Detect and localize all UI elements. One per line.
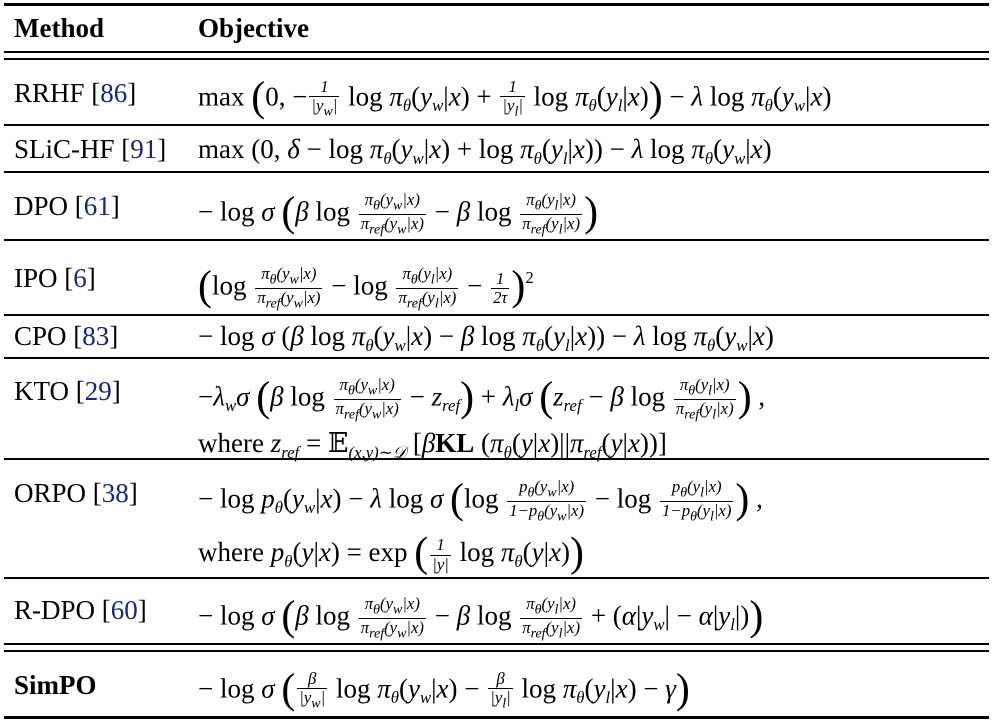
objective-formula: − log σ ( $\frac{\beta}{|y_w|}$ $\log \pi_\theta(y_w|x)$ − $\frac{\beta}{|y_l|}$ $\log \pi_\theta(y_l|x) - \gamma$) [198, 666, 690, 713]
method-cell: IPO [6] [14, 263, 96, 293]
objective-formula: − log σ (β log $\frac{\pi_\theta(y_w|x)}{\pi_{ref}(y_w|x)}$ − β log $\frac{\pi_\theta(y_l|x)}{\pi_{ref}(y_l|x)}$ ) [198, 189, 598, 238]
simpo-rule-2 [4, 650, 989, 652]
objective-formula: (log $\frac{\pi_\theta(y_w|x)}{\pi_{ref}(y_w|x)}$ − log $\frac{\pi_\theta(y_l|x)}{\pi_{ref}(y_l|x)}$ − $\frac{1}{2\tau}$ )$^2$ [198, 263, 534, 312]
method-cell: KTO [29] [14, 376, 121, 406]
method-header: Method [14, 13, 104, 43]
method-cell: R-DPO [60] [14, 595, 147, 625]
objective-header: Objective [198, 13, 309, 43]
where-word: where [198, 537, 264, 568]
top-rule [4, 3, 989, 6]
objective-formula: max (0, $\delta - \log \pi_\theta(y_w|x) + \log \pi_\theta(y_l|x)) - \lambda$ $\log \pi_\theta(y_w|x)$ [198, 134, 772, 168]
citation-link[interactable]: 83 [82, 321, 110, 351]
method-cell-simpo: SimPO [14, 670, 97, 700]
citation-link[interactable]: 61 [83, 191, 111, 221]
header-rule-2 [4, 58, 989, 60]
citation-link[interactable]: 86 [100, 78, 128, 108]
bottom-rule [4, 716, 989, 719]
method-cell: CPO [83] [14, 321, 119, 351]
citation-link[interactable]: 6 [73, 263, 87, 293]
citation-link[interactable]: 60 [110, 595, 138, 625]
row-rule [4, 314, 989, 316]
objective-formula: $-\lambda_w\sigma$ (β log $\frac{\pi_\theta(y_w|x)}{\pi_{ref}(y_w|x)}$ − $z_{ref}) + \lambda_l\sigma$ ($z_{ref} - \beta$ log $\frac{\pi_\theta(y_l|x)}{\pi_{ref}(y_l|x)}$ ) , where $z_{ref}$ = 𝔼$_{(x,y)\sim 𝒟}$ [βKL $(\pi_\theta(y|x)||\pi_{ref}(y|x))$] [198, 374, 766, 463]
citation-link[interactable]: 91 [130, 134, 158, 164]
row-rule [4, 239, 989, 241]
row-rule [4, 124, 989, 126]
objective-formula: − log σ (β $\log \pi_\theta(y_w|x) - \beta$ $\log \pi_\theta(y_l|x)) - \lambda$ $\log \pi_\theta(y_w|x)$ [198, 321, 774, 355]
citation-link[interactable]: 29 [84, 376, 112, 406]
simpo-rule-1 [4, 643, 989, 645]
method-cell: SLiC-HF [91] [14, 134, 167, 164]
objective-formula: max (0, − $\frac{1}{|y_w|}$ $\log \pi_\theta(y_w|x)$ + $\frac{1}{|y_l|}$ $\log \pi_\theta(y_l|x)) - \lambda$ $\log \pi_\theta(y_w|x)$ [198, 74, 832, 121]
method-cell: RRHF [86] [14, 78, 137, 108]
objective-formula: − log σ (β log $\frac{\pi_\theta(y_w|x)}{\pi_{ref}(y_w|x)}$ − β log $\frac{\pi_\theta(y_l|x)}{\pi_{ref}(y_l|x)}$ + $(\alpha|y_w| - \alpha|y_l|)$) [198, 593, 764, 642]
objective-formula: − $\log p_\theta(y_w|x) - \lambda$ log σ (log $\frac{p_\theta(y_w|x)}{1-p_\theta(y_w|x)}$ − log $\frac{p_\theta(y_l|x)}{1-p_\theta(y_l|x)}$ ) , where $p_\theta(y|x) = \exp$ ( $\frac{1}{|y|}$ $\log \pi_\theta(y|x)$) [198, 476, 763, 577]
header-rule-1 [4, 51, 989, 53]
method-cell: ORPO [38] [14, 478, 138, 508]
citation-link[interactable]: 38 [101, 478, 129, 508]
method-cell: DPO [61] [14, 191, 120, 221]
where-word: where [198, 428, 264, 459]
